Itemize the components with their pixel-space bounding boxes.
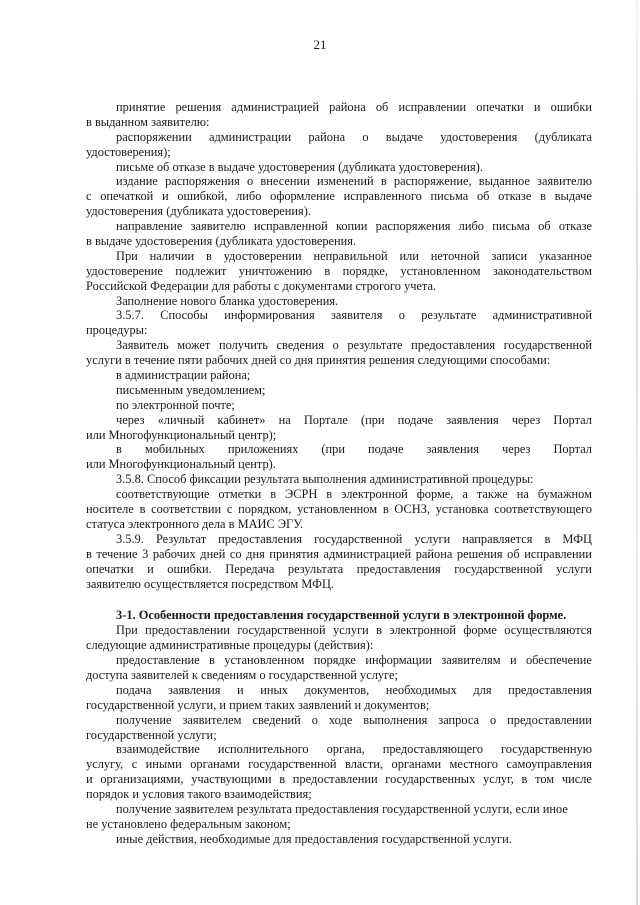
text-word: соответствии <box>151 502 222 517</box>
text-word: органами <box>391 757 442 772</box>
text-word: распоряжения <box>165 174 240 189</box>
text-word: с <box>131 757 138 772</box>
text-line <box>86 279 592 294</box>
text-word: порядке <box>313 653 356 668</box>
text-word: услуги <box>332 623 369 638</box>
text-word: предоставления <box>218 531 303 546</box>
text-word: подача <box>116 682 152 697</box>
text-line <box>86 398 592 413</box>
text-word: о <box>362 129 369 144</box>
text-word: в администрации района; <box>116 368 251 383</box>
text-word: установленном <box>400 263 481 278</box>
text-word: в <box>86 546 92 561</box>
text-word: района <box>415 546 453 561</box>
text-word: предоставлении <box>292 772 378 787</box>
text-word: ОСНЗ, <box>394 502 431 517</box>
text-word: услуги <box>556 561 592 576</box>
text-line <box>86 713 592 728</box>
text-word: предоставления <box>508 682 592 697</box>
text-word: заявителю <box>190 219 246 234</box>
text-line <box>86 502 592 517</box>
text-word: порядок и условия такого взаимодействия; <box>86 787 312 802</box>
text-word: течение <box>96 546 138 561</box>
text-word: либо <box>458 219 484 234</box>
text-word: в <box>382 502 389 517</box>
text-word: записи <box>491 248 528 263</box>
text-word: в <box>521 772 528 787</box>
text-word: не установлено федеральным законом; <box>86 816 291 831</box>
text-word: через <box>116 412 145 427</box>
text-line <box>86 428 592 443</box>
text-word: соответствующего <box>494 502 592 517</box>
text-word: со <box>229 546 242 561</box>
text-word: рабочих <box>152 546 196 561</box>
text-word: исправлении <box>524 546 592 561</box>
text-line <box>86 130 592 145</box>
text-word: решения <box>175 100 222 114</box>
text-line <box>86 817 592 832</box>
text-word: иные действия, необходимые для предоставления государственной услуги. <box>116 831 512 846</box>
text-word: удостоверение <box>86 263 163 278</box>
text-word: направление <box>116 219 183 234</box>
text-word: получение заявителем результата предоставления государственной услуги, если иное <box>116 801 568 816</box>
text-word: удостоверении <box>223 248 302 263</box>
text-word: удостоверения <box>440 129 518 144</box>
text-line <box>86 383 592 398</box>
section-heading <box>86 608 592 623</box>
text-word: оформление <box>270 189 335 204</box>
text-word: неправильной <box>313 248 388 263</box>
text-word: приложениях <box>227 442 299 457</box>
text-word: электронной <box>341 487 408 502</box>
text-word: иными <box>145 757 182 772</box>
text-word: района <box>329 100 366 114</box>
text-line <box>86 338 592 353</box>
text-word: При <box>116 623 138 638</box>
text-word: администрацией <box>323 546 412 561</box>
text-word: Передача <box>225 561 275 576</box>
text-line <box>86 472 592 487</box>
text-word: 3-1. Особенности предоставления государственной услуги в электронной форме. <box>116 608 567 623</box>
text-line <box>86 189 592 204</box>
text-word: в <box>116 442 122 457</box>
text-word: государственной <box>503 338 592 353</box>
text-word: удостоверения); <box>86 144 171 159</box>
text-word: получение <box>116 712 172 727</box>
text-line <box>86 683 592 698</box>
text-word: доступа заявителей к сведениям о государственной услуге; <box>86 667 398 682</box>
text-word: Портал <box>553 412 592 427</box>
text-word: неточной <box>430 248 480 263</box>
text-line <box>86 413 592 428</box>
text-word: предоставлении <box>507 712 592 727</box>
text-word: «личный <box>157 412 205 427</box>
text-word: взаимодействие <box>116 742 200 757</box>
text-word: удостоверения (дубликата удостоверения). <box>86 204 311 219</box>
text-word: подаче <box>397 412 434 427</box>
text-line <box>86 668 592 683</box>
text-word: установленном <box>224 653 305 668</box>
text-word: 3.5.9. <box>116 531 144 546</box>
text-word: МФЦ <box>562 531 592 546</box>
text-word: информирования <box>224 308 315 323</box>
text-line <box>86 638 592 653</box>
text-line <box>86 487 592 502</box>
text-word: (дубликата <box>534 129 592 144</box>
text-word: государственных <box>385 772 476 787</box>
text-word: или Многофункциональный центр). <box>86 457 276 472</box>
text-word: письме об отказе в выдаче удостоверения (дубликата удостоверения). <box>116 159 483 174</box>
text-line <box>86 742 592 757</box>
text-word: о <box>332 338 339 353</box>
text-line <box>86 728 592 743</box>
text-word: ходе <box>328 712 353 727</box>
text-line <box>86 115 592 130</box>
text-line <box>86 532 592 547</box>
text-word: предоставления <box>411 338 496 353</box>
text-word: подлежит <box>175 263 227 278</box>
text-word: получить <box>218 338 268 353</box>
text-word: порядке, <box>342 263 388 278</box>
text-word: электронной <box>389 623 456 638</box>
text-word: подаче <box>368 442 404 457</box>
text-word: в <box>209 653 215 668</box>
text-word: Портале <box>303 412 348 427</box>
text-word: заявителю <box>537 174 592 189</box>
text-word: распоряжения <box>375 219 451 234</box>
text-word: отказе <box>498 189 532 204</box>
text-word: исправленного <box>343 189 422 204</box>
text-word: копии <box>335 219 368 234</box>
text-word: на <box>516 487 529 502</box>
text-word: предоставление <box>116 653 200 668</box>
scan-edge-shadow <box>636 0 638 905</box>
text-word: об <box>476 189 490 204</box>
text-word: в <box>279 772 286 787</box>
text-word: государственной <box>248 757 337 772</box>
text-word: ЭСРН <box>285 487 318 502</box>
text-word: администрации <box>208 129 292 144</box>
text-word: направляется <box>462 531 533 546</box>
text-word: заявителям <box>441 653 501 668</box>
text-word: 3 <box>142 546 149 561</box>
text-word: об <box>375 100 389 114</box>
text-word: и <box>533 100 541 114</box>
text-word: форме, <box>416 487 454 502</box>
text-word: сведений <box>252 712 301 727</box>
text-word: в <box>205 248 212 263</box>
text-word: может <box>177 338 211 353</box>
text-word: осуществляются <box>504 623 592 638</box>
text-word: опечатки <box>86 561 134 576</box>
text-word: опечаткой <box>100 189 154 204</box>
text-word: заявления <box>426 442 479 457</box>
text-word: заявителя <box>331 308 383 323</box>
text-word: форме <box>463 623 497 638</box>
text-word: необходимых <box>385 682 457 697</box>
text-word: отметки <box>218 487 262 502</box>
text-word: изменений <box>316 174 374 189</box>
text-word: в <box>324 263 331 278</box>
text-word: порядком, <box>238 502 292 517</box>
text-word: исправленной <box>253 219 328 234</box>
text-line <box>86 100 592 115</box>
text-line <box>86 145 592 160</box>
text-line <box>86 368 592 383</box>
text-word: через <box>501 442 531 457</box>
text-word: в <box>139 502 146 517</box>
text-word: соответствующие <box>116 487 210 502</box>
text-word: по электронной почте; <box>116 397 235 412</box>
text-word: органа, <box>326 742 365 757</box>
text-word: в <box>376 623 382 638</box>
text-word: распоряжение, <box>393 174 472 189</box>
text-word: государственную <box>501 742 592 757</box>
text-word: решения <box>456 546 503 561</box>
text-line <box>86 353 592 368</box>
text-word: государственной <box>454 561 543 576</box>
text-word: заявителю осуществляется посредством МФЦ. <box>86 576 334 591</box>
text-word: наличии <box>149 248 195 263</box>
text-word: письма <box>492 219 530 234</box>
text-line <box>86 219 592 234</box>
text-word: 3.5.8. Способ фиксации результата выполнения административной процедуры: <box>116 472 534 487</box>
text-word: услуги <box>414 531 451 546</box>
text-word: в <box>544 531 551 546</box>
text-word: издание <box>116 174 158 189</box>
text-word: в <box>380 174 387 189</box>
text-word: дней <box>200 546 226 561</box>
text-word: заявителем <box>182 712 242 727</box>
text-word: государственной <box>314 531 403 546</box>
text-line <box>86 832 592 847</box>
text-word: на <box>278 412 291 427</box>
text-line <box>86 442 592 457</box>
text-word: также <box>476 487 508 502</box>
text-word: о <box>247 174 254 189</box>
text-word: органами <box>190 757 240 772</box>
text-line <box>86 234 592 249</box>
text-word: письменным уведомлением; <box>116 382 266 397</box>
text-word: обеспечение <box>525 653 592 668</box>
text-word: принятие <box>116 100 166 114</box>
text-word: и <box>509 653 517 668</box>
text-word: запроса <box>438 712 480 727</box>
text-line <box>86 249 592 264</box>
text-word: процедуры: <box>86 323 148 338</box>
text-word: либо <box>236 189 262 204</box>
text-word: о <box>489 712 497 727</box>
text-word: исправлении <box>398 100 467 114</box>
text-word: ошибки <box>550 100 592 114</box>
text-word: власти, <box>345 757 384 772</box>
text-word: с <box>226 502 233 517</box>
text-word: в <box>326 487 333 502</box>
text-word: услуг, <box>483 772 514 787</box>
text-word: законодательством <box>492 263 592 278</box>
text-word: в выдаче удостоверения (дубликата удостоверения. <box>86 234 357 249</box>
text-word: (при <box>321 442 346 457</box>
text-word: письма <box>430 189 469 204</box>
text-word: заявления <box>168 682 221 697</box>
text-word: услуги в течение пяти рабочих дней со дня принятия решения следующими способами: <box>86 353 551 368</box>
text-word: в <box>270 487 277 502</box>
text-word: Заполнение нового бланка удостоверения. <box>116 293 339 308</box>
text-word: бумажном <box>537 487 592 502</box>
text-word: выданное <box>478 174 530 189</box>
text-line <box>86 204 592 219</box>
text-word: и <box>147 561 154 576</box>
page-number: 21 <box>313 37 327 52</box>
text-line <box>86 802 592 817</box>
text-word: выдаче <box>554 189 592 204</box>
text-word: результате <box>421 308 477 323</box>
text-word: Российской Федерации для работы с документами строгого учета. <box>86 278 437 293</box>
text-word: иных <box>260 682 288 697</box>
text-word: выдаче <box>385 129 423 144</box>
text-word: организациями, <box>100 772 184 787</box>
body-text <box>86 100 592 847</box>
text-word: (при <box>360 412 385 427</box>
text-word: дня <box>246 546 265 561</box>
text-word: установленном <box>297 502 378 517</box>
text-word: а <box>462 487 468 502</box>
text-word: через <box>511 412 541 427</box>
text-word: ошибки. <box>167 561 212 576</box>
text-line <box>86 308 592 323</box>
text-word: о <box>311 712 318 727</box>
text-line <box>86 698 592 713</box>
text-line <box>86 174 592 189</box>
text-word: предоставляющего <box>382 742 484 757</box>
text-word: заявления <box>446 412 499 427</box>
text-word: государственной <box>237 623 326 638</box>
text-word: или Многофункциональный центр); <box>86 427 277 442</box>
text-word: или <box>399 248 419 263</box>
text-word: в <box>540 189 546 204</box>
text-word: Способы <box>160 308 208 323</box>
text-word: самоуправления <box>506 757 592 772</box>
text-word: исполнительного <box>217 742 309 757</box>
text-word: установка <box>435 502 489 517</box>
text-line <box>86 264 592 279</box>
text-word: документов, <box>304 682 370 697</box>
text-line <box>86 517 592 532</box>
text-line <box>86 294 592 309</box>
text-line <box>86 757 592 772</box>
text-word: том <box>535 772 555 787</box>
text-line <box>86 457 592 472</box>
text-word: услугу, <box>86 757 124 772</box>
text-word: следующие административные процедуры (действия): <box>86 638 374 653</box>
text-word: принятия <box>269 546 319 561</box>
text-word: сведения <box>276 338 324 353</box>
text-word: опечатки <box>476 100 524 114</box>
text-word: ошибкой, <box>177 189 228 204</box>
text-word: носителе <box>86 502 134 517</box>
text-word: мобильных <box>144 442 205 457</box>
text-word: с <box>86 189 92 204</box>
text-word: участвующими <box>191 772 272 787</box>
text-word: о <box>398 308 405 323</box>
text-line <box>86 623 592 638</box>
text-word: уничтожению <box>238 263 313 278</box>
text-word: информации <box>365 653 432 668</box>
text-word: и <box>162 189 169 204</box>
text-word: результата <box>287 561 344 576</box>
text-word: отказе <box>558 219 592 234</box>
text-line <box>86 787 592 802</box>
text-word: внесении <box>260 174 310 189</box>
text-line <box>86 653 592 668</box>
text-word: и <box>237 682 244 697</box>
text-word: предоставления <box>356 561 441 576</box>
text-word: администрацией <box>231 100 319 114</box>
text-word: административной <box>492 308 592 323</box>
text-word: 3.5.7. <box>116 308 144 323</box>
text-line <box>86 562 592 577</box>
text-word: указанное <box>538 248 592 263</box>
text-word: государственной услуги; <box>86 727 217 742</box>
text-word: результате <box>347 338 403 353</box>
text-word: государственной услуги, и прием таких заявлений и документов; <box>86 697 430 712</box>
text-line <box>86 772 592 787</box>
text-word: выполнения <box>363 712 428 727</box>
text-word: местного <box>449 757 498 772</box>
text-word: предоставлении <box>145 623 230 638</box>
text-line <box>86 160 592 175</box>
text-word: района <box>308 129 346 144</box>
text-word: Результат <box>155 531 207 546</box>
text-word: кабинет» <box>217 412 266 427</box>
text-word: об <box>507 546 520 561</box>
text-line <box>86 547 592 562</box>
text-word: в выданном заявителю: <box>86 114 210 129</box>
text-line <box>86 323 592 338</box>
text-line <box>86 577 592 592</box>
text-word: об <box>538 219 551 234</box>
text-word: распоряжении <box>116 129 192 144</box>
text-word: для <box>473 682 492 697</box>
text-word: и <box>86 772 93 787</box>
text-word: статуса электронного дела в МАИС ЭГУ. <box>86 516 304 531</box>
text-word: Заявитель <box>116 338 169 353</box>
text-word: При <box>116 248 138 263</box>
text-word: числе <box>561 772 592 787</box>
text-word: Портал <box>553 442 592 457</box>
